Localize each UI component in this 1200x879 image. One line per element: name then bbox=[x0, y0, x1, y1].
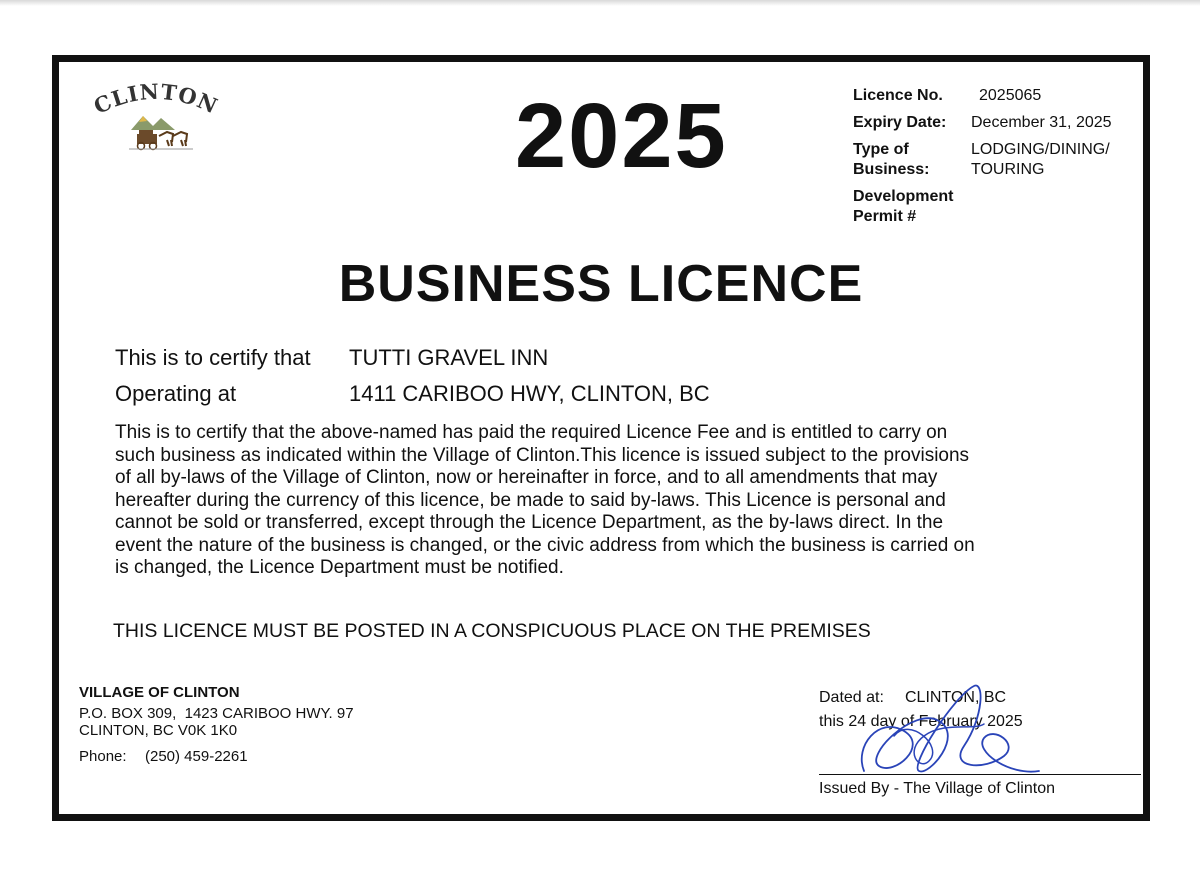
village-address-line-2: CLINTON, BC V0K 1K0 bbox=[79, 722, 238, 739]
terms-line: event the nature of the business is changed, or the civic address from which the business is carried on bbox=[115, 534, 975, 556]
terms-line: hereafter during the currency of this licence, be made to said by-laws. This Licence is personal and bbox=[115, 489, 946, 511]
certify-label: This is to certify that bbox=[115, 345, 311, 370]
licence-terms-paragraph bbox=[115, 422, 1095, 580]
business-type-label-line-2: Business: bbox=[853, 161, 930, 178]
posting-notice: THIS LICENCE MUST BE POSTED IN A CONSPICUOUS PLACE ON THE PREMISES bbox=[113, 620, 871, 642]
terms-line: This is to certify that the above-named has paid the required Licence Fee and is entitled to carry on bbox=[115, 422, 948, 443]
business-type-value bbox=[971, 140, 1110, 180]
licence-no-value: 2025065 bbox=[979, 87, 1042, 104]
development-permit-label-line-1: Development bbox=[853, 188, 954, 205]
svg-text:CLINTON bbox=[90, 79, 222, 119]
development-permit-label bbox=[853, 187, 971, 227]
dated-at-place: CLINTON, BC bbox=[905, 689, 1007, 706]
village-name: VILLAGE OF CLINTON bbox=[79, 684, 240, 701]
dated-at-label: Dated at: bbox=[819, 689, 884, 706]
village-address-line-1: P.O. BOX 309, 1423 CARIBOO HWY. 97 bbox=[79, 705, 354, 722]
terms-line: cannot be sold or transferred, except through the Licence Department, as the by-laws direct. In the bbox=[115, 512, 944, 533]
business-type-value-line-1: LODGING/DINING/ bbox=[971, 141, 1110, 158]
licence-info-block bbox=[853, 86, 1112, 234]
page-top-shadow bbox=[0, 0, 1200, 6]
business-name: TUTTI GRAVEL INN bbox=[349, 345, 549, 370]
village-address-block bbox=[79, 684, 354, 765]
handwritten-signature-icon bbox=[834, 676, 1059, 786]
village-phone-row bbox=[79, 748, 354, 765]
phone-number: (250) 459-2261 bbox=[145, 748, 248, 765]
expiry-date-label: Expiry Date: bbox=[853, 114, 947, 131]
business-address: 1411 CARIBOO HWY, CLINTON, BC bbox=[349, 381, 710, 406]
operating-row bbox=[115, 383, 710, 405]
licence-certificate bbox=[52, 55, 1150, 821]
expiry-date-value: December 31, 2025 bbox=[971, 114, 1112, 131]
operating-label: Operating at bbox=[115, 381, 237, 406]
issued-by-label: Issued By - The Village of Clinton bbox=[819, 780, 1055, 797]
licence-no-label: Licence No. bbox=[853, 87, 943, 104]
licence-year: 2025 bbox=[515, 85, 728, 187]
terms-line: of all by-laws of the Village of Clinton, now or hereinafter in force, and to all amendments that may bbox=[115, 467, 938, 488]
business-type-value-line-2: TOURING bbox=[971, 161, 1045, 178]
development-permit-label-line-2: Permit # bbox=[853, 208, 917, 225]
business-type-label bbox=[853, 140, 971, 180]
business-type-label-line-1: Type of bbox=[853, 141, 909, 158]
logo-text: CLINTON bbox=[89, 78, 223, 119]
certify-row bbox=[115, 347, 548, 369]
phone-label: Phone: bbox=[79, 748, 127, 765]
terms-line: such business as indicated within the Village of Clinton.This licence is issued subject to the provisions bbox=[115, 444, 970, 466]
business-licence-heading: BUSINESS LICENCE bbox=[338, 255, 864, 313]
stagecoach-logo-icon bbox=[81, 78, 231, 158]
dated-date-line: this 24 day of February 2025 bbox=[819, 713, 1023, 730]
clinton-logo bbox=[81, 78, 231, 158]
terms-line: is changed, the Licence Department must be notified. bbox=[115, 557, 564, 578]
